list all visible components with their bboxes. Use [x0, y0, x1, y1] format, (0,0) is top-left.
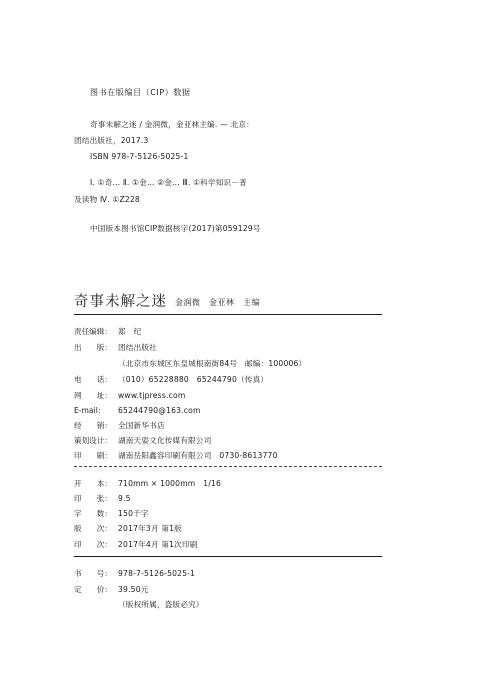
- cip-heading: 图书在版编目（CIP）数据: [90, 88, 191, 97]
- format-value: 710mm × 1000mm 1/16: [118, 479, 222, 488]
- cip-line-4: Ⅰ. ①奇… Ⅱ. ①金… ②金… Ⅲ. ①科学知识－普: [90, 178, 247, 187]
- copyright-notice: （版权所属，盗版必究）: [118, 600, 204, 609]
- editor-value: 郑 纪: [118, 327, 142, 336]
- title-rule: [74, 314, 382, 315]
- isbn-label: 书 号：: [74, 569, 112, 578]
- publisher-label: 出 版：: [74, 343, 112, 352]
- sheets-label: 印 张：: [74, 494, 112, 503]
- word-count-label: 字 数：: [74, 509, 112, 518]
- printer-value: 湖南岳阳鑫容印刷有限公司 0730-8613770: [118, 451, 278, 460]
- cip-record-number: 中国版本图书馆CIP数据核字(2017)第059129号: [90, 224, 261, 233]
- word-count-value: 150千字: [118, 509, 149, 518]
- design-label: 策划设计：: [74, 436, 112, 445]
- website-value: www.tjpress.com: [118, 391, 186, 400]
- sheets-value: 9.5: [118, 494, 131, 503]
- edition-label: 版 次：: [74, 524, 112, 533]
- cip-line-1: 奇事未解之迷 / 金润微，金亚林主编. — 北京：: [90, 120, 254, 129]
- printer-label: 印 刷：: [74, 451, 112, 460]
- cip-isbn: ISBN 978-7-5126-5025-1: [90, 152, 189, 161]
- printing-value: 2017年4月 第1次印刷: [118, 540, 198, 549]
- phone-label: 电 话：: [74, 375, 112, 384]
- cip-line-2: 团结出版社，2017.3: [74, 136, 149, 145]
- book-title: 奇事未解之迷: [74, 294, 167, 310]
- specs-rule: [74, 556, 382, 557]
- phone-value: （010）65228880 65244790（传真）: [118, 375, 269, 384]
- email-value: 65244790@163.com: [118, 406, 201, 415]
- publisher-address: （北京市东城区东皇城根南街84号 邮编：100006）: [118, 359, 307, 368]
- price-value: 39.50元: [118, 585, 149, 594]
- edition-value: 2017年3月 第1版: [118, 524, 182, 533]
- publisher-value: 团结出版社: [118, 343, 157, 352]
- website-label: 网 址：: [74, 391, 112, 400]
- format-label: 开 本：: [74, 479, 112, 488]
- design-value: 湖南天姿文化传媒有限公司: [118, 436, 212, 445]
- book-authors: 金润微 金亚林 主编: [175, 298, 260, 307]
- dashed-rule: [74, 466, 382, 467]
- editor-label: 责任编辑：: [74, 327, 112, 336]
- distributor-value: 全国新华书店: [118, 421, 165, 430]
- email-label: E-mail：: [74, 406, 106, 415]
- isbn-value: 978-7-5126-5025-1: [118, 569, 196, 578]
- price-label: 定 价：: [74, 585, 112, 594]
- cip-line-5: 及读物 Ⅳ. ①Z228: [74, 195, 140, 204]
- distributor-label: 经 销：: [74, 421, 112, 430]
- printing-label: 印 次：: [74, 540, 112, 549]
